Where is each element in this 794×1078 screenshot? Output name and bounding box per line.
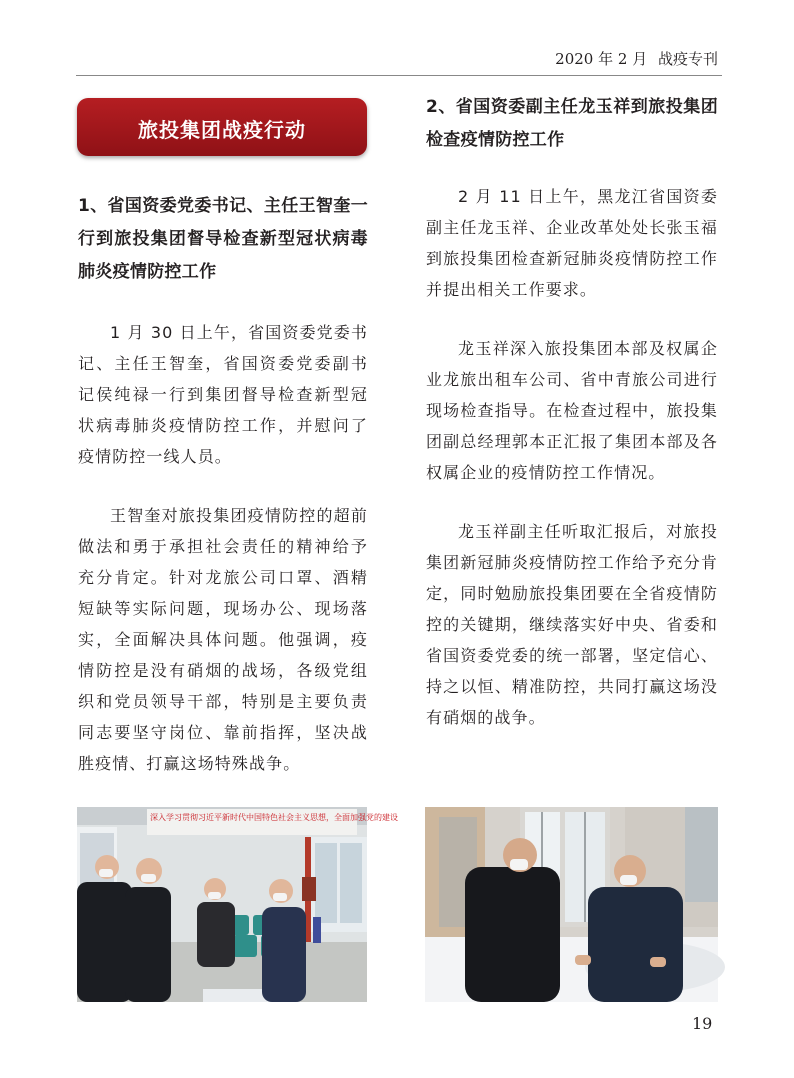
- right-article-paragraph-1: 2 月 11 日上午，黑龙江省国资委副主任龙玉祥、企业改革处处长张玉福到旅投集团检查新冠肺炎疫情防控工作并提出相关工作要求。: [426, 187, 718, 299]
- section-banner: [77, 98, 367, 156]
- header-date: 2020 年 2 月: [555, 50, 648, 68]
- left-column: [78, 190, 368, 779]
- inspection-photo-right-scene: [425, 807, 718, 1002]
- left-article-paragraph-1: 1 月 30 日上午，省国资委党委书记、主任王智奎，省国资委党委副书记侯纯禄一行到集团督导检查新型冠状病毒肺炎疫情防控工作，并慰问了疫情防控一线人员。: [78, 323, 368, 466]
- page-number: 19: [692, 1014, 713, 1033]
- right-article-heading: 2、省国资委副主任龙玉祥到旅投集团检查疫情防控工作: [426, 97, 718, 150]
- page-header: [0, 48, 718, 69]
- inspection-photo-left-scene: [77, 807, 398, 1002]
- right-article-paragraph-2: 龙玉祥深入旅投集团本部及权属企业龙旅出租车公司、省中青旅公司进行现场检查指导。在检查过程中，旅投集团副总经理郭本正汇报了集团本部及各权属企业的疫情防控工作情况。: [426, 339, 718, 482]
- right-column: [426, 91, 718, 733]
- photo-wall-banner: 深入学习贯彻习近平新时代中国特色社会主义思想，全面加强党的建设: [150, 813, 398, 822]
- right-article-paragraph-3: 龙玉祥副主任听取汇报后，对旅投集团新冠肺炎疫情防控工作给予充分肯定，同时勉励旅投集团要在全省疫情防控的关键期，继续落实好中央、省委和省国资委党委的统一部署，坚定信心、持之以恒、精准防控，共同打赢这场没有硝烟的战争。: [426, 522, 718, 727]
- left-article-heading: 1、省国资委党委书记、主任王智奎一行到旅投集团督导检查新型冠状病毒肺炎疫情防控工作: [78, 196, 368, 282]
- inspection-photo-left: [77, 807, 398, 1002]
- inspection-photo-right: [425, 807, 718, 1002]
- header-issue: 战疫专刊: [657, 50, 718, 68]
- header-rule: [76, 75, 722, 76]
- section-banner-title: 旅投集团战疫行动: [138, 118, 306, 142]
- left-article-paragraph-2: 王智奎对旅投集团疫情防控的超前做法和勇于承担社会责任的精神给予充分肯定。针对龙旅公司口罩、酒精短缺等实际问题，现场办公、现场落实，全面解决具体问题。他强调，疫情防控是没有硝烟的战场，各级党组织和党员领导干部，特别是主要负责同志要坚守岗位、靠前指挥，坚决战胜疫情、打赢这场特殊战争。: [78, 506, 368, 773]
